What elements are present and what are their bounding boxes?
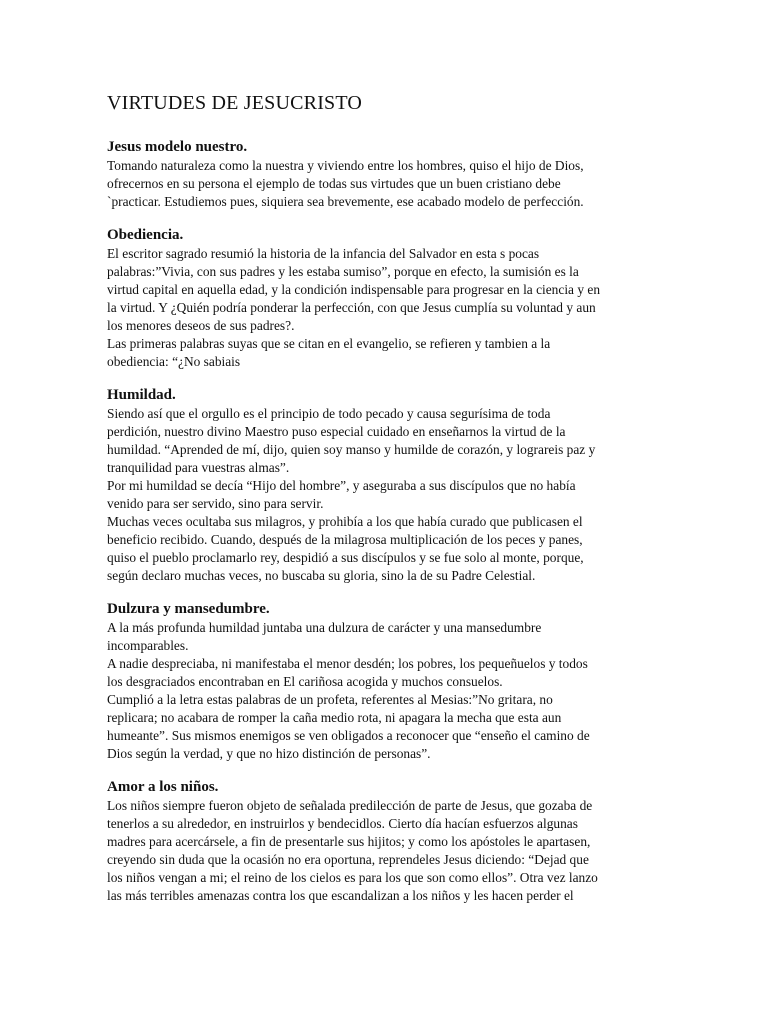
paragraph-line: según declaro muchas veces, no buscaba su gloria, sino la de su Padre Celestial.	[107, 568, 536, 583]
paragraph-line: A la más profunda humildad juntaba una dulzura de carácter y una mansedumbre	[107, 620, 542, 635]
paragraph-line: Tomando naturaleza como la nuestra y viviendo entre los hombres, quiso el hijo de Dios,	[107, 158, 584, 173]
section	[107, 137, 662, 211]
section	[107, 225, 662, 371]
paragraph-line: Siendo así que el orgullo es el principio de todo pecado y causa segurísima de toda	[107, 406, 551, 421]
section-heading: Jesus modelo nuestro.	[107, 139, 248, 155]
document-page	[107, 92, 662, 919]
paragraph-line: la virtud. Y ¿Quién podría ponderar la perfección, con que Jesus cumplía su voluntad y aun	[107, 300, 596, 315]
paragraph-line: humildad. “Aprended de mí, dijo, quien soy manso y humilde de corazón, y lograreis paz y	[107, 442, 596, 457]
paragraph-line: Los niños siempre fueron objeto de señalada predilección de parte de Jesus, que gozaba de	[107, 798, 593, 813]
paragraph-line: `practicar. Estudiemos pues, siquiera sea brevemente, ese acabado modelo de perfección.	[107, 194, 584, 209]
paragraph-line: Cumplió a la letra estas palabras de un profeta, referentes al Mesias:”No gritara, no	[107, 692, 553, 707]
paragraph-line: venido para ser servido, sino para servir.	[107, 496, 324, 511]
paragraph-line: los desgraciados encontraban en El cariñosa acogida y muchos consuelos.	[107, 674, 503, 689]
paragraph-line: beneficio recibido. Cuando, después de la milagrosa multiplicación de los peces y panes,	[107, 532, 583, 547]
paragraph-line: los niños vengan a mi; el reino de los cielos es para los que son como ellos”. Otra vez lanzo	[107, 870, 598, 885]
paragraph-line: palabras:”Vivia, con sus padres y les estaba sumiso”, porque en efecto, la sumisión es la	[107, 264, 579, 279]
paragraph-line: quiso el pueblo proclamarlo rey, despidió a sus discípulos y se fue solo al monte, porque,	[107, 550, 584, 565]
paragraph-line: creyendo sin duda que la ocasión no era oportuna, reprendeles Jesus diciendo: “Dejad que	[107, 852, 589, 867]
paragraph-line: perdición, nuestro divino Maestro puso especial cuidado en enseñarnos la virtud de la	[107, 424, 566, 439]
section-heading: Humildad.	[107, 387, 176, 403]
paragraph-line: humeante”. Sus mismos enemigos se ven obligados a reconocer que “enseño el camino de	[107, 728, 590, 743]
section	[107, 599, 662, 763]
document-title: VIRTUDES DE JESUCRISTO	[107, 92, 363, 114]
paragraph-line: obediencia: “¿No sabiais	[107, 354, 241, 369]
paragraph-line: Muchas veces ocultaba sus milagros, y prohibía a los que había curado que publicasen el	[107, 514, 583, 529]
paragraph-line: El escritor sagrado resumió la historia de la infancia del Salvador en esta s pocas	[107, 246, 540, 261]
section	[107, 385, 662, 585]
paragraph-line: las más terribles amenazas contra los que escandalizan a los niños y les hacen perder el	[107, 888, 574, 903]
paragraph-line: los menores deseos de sus padres?.	[107, 318, 295, 333]
section-heading: Dulzura y mansedumbre.	[107, 601, 270, 617]
paragraph-line: virtud capital en aquella edad, y la condición indispensable para progresar en la ciencia y en	[107, 282, 601, 297]
paragraph-line: tenerlos a su alrededor, en instruirlos y bendecidlos. Cierto día hacían esfuerzos algunas	[107, 816, 578, 831]
paragraph-line: madres para acercársele, a fin de presentarle sus hijitos; y como los apóstoles le apartasen,	[107, 834, 591, 849]
paragraph-line: replicara; no acabara de romper la caña medio rota, ni apagara la mecha que esta aun	[107, 710, 562, 725]
paragraph-line: Las primeras palabras suyas que se citan en el evangelio, se refieren y tambien a la	[107, 336, 551, 351]
paragraph-line: incomparables.	[107, 638, 189, 653]
document-sections	[107, 137, 662, 905]
paragraph-line: Dios según la verdad, y que no hizo distinción de personas”.	[107, 746, 431, 761]
section-heading: Obediencia.	[107, 227, 184, 243]
paragraph-line: Por mi humildad se decía “Hijo del hombre”, y aseguraba a sus discípulos que no había	[107, 478, 576, 493]
paragraph-line: tranquilidad para vuestras almas”.	[107, 460, 290, 475]
section	[107, 777, 662, 905]
paragraph-line: ofrecernos en su persona el ejemplo de todas sus virtudes que un buen cristiano debe	[107, 176, 561, 191]
paragraph-line: A nadie despreciaba, ni manifestaba el menor desdén; los pobres, los pequeñuelos y todos	[107, 656, 588, 671]
section-heading: Amor a los niños.	[107, 779, 219, 795]
